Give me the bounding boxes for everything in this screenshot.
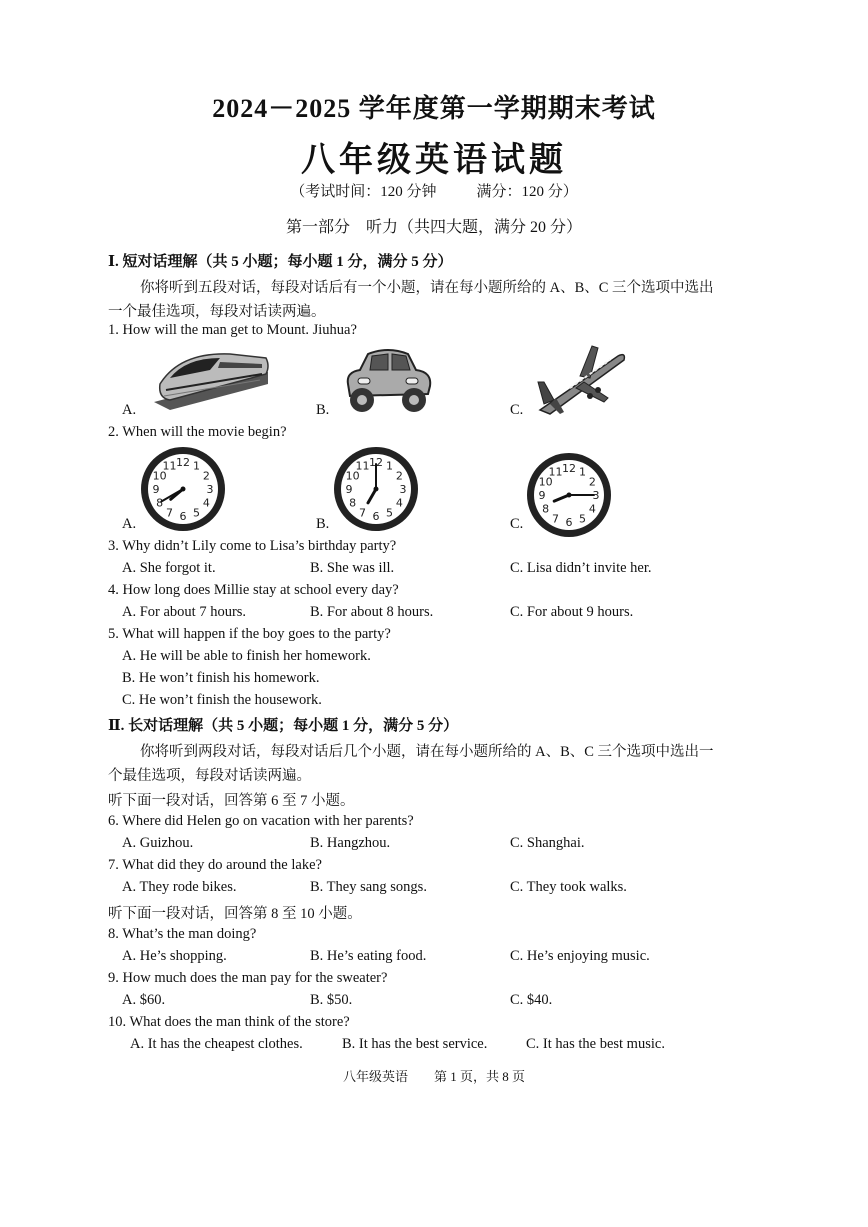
clock-numeral: 4 [395,496,403,510]
q3-option-b: B. She was ill. [310,560,395,576]
clock-image-c [524,450,614,540]
clock-center [374,487,379,492]
group2-instruction: 听下面一段对话，回答第 8 至 10 小题。 [108,906,362,922]
section2-instruction-line1: 你将听到两段对话，每段对话后几个小题，请在每小题所给的 A、B、C 三个选项中选出一 [140,744,714,760]
q10-option-b: B. It has the best service. [342,1036,488,1052]
exam-info [0,180,868,201]
q6-option-c: C. Shanghai. [510,835,585,851]
clock-numeral: 5 [386,506,393,520]
clock-numeral: 2 [588,475,596,489]
q7-option-b: B. They sang songs. [310,879,427,895]
clock-center [567,493,572,498]
q10-option-a: A. It has the cheapest clothes. [130,1036,303,1052]
clock-numeral: 7 [552,512,559,526]
clock-numeral: 11 [355,459,370,473]
q6-question: 6. Where did Helen go on vacation with her parents? [108,813,414,829]
q8-option-b: B. He’s eating food. [310,948,427,964]
q5-question: 5. What will happen if the boy goes to the party? [108,626,391,642]
q6-option-b: B. Hangzhou. [310,835,391,851]
q3-option-c: C. Lisa didn’t invite her. [510,560,652,576]
clock-numeral: 9 [152,483,160,496]
q1-question: 1. How will the man get to Mount. Jiuhua? [108,322,357,338]
q4-option-a: A. For about 7 hours. [122,604,247,620]
section1-heading: Ⅰ. 短对话理解（共 5 小题；每小题 1 分，满分 5 分） [108,254,453,270]
train-image [150,344,272,412]
clock-numeral: 3 [206,483,214,496]
q4-question: 4. How long does Millie stay at school every day? [108,582,399,598]
clock-center [181,487,186,492]
q1-option-b: B. [316,402,330,418]
clock-numeral: 8 [349,496,357,510]
footer-subject: 八年级英语 [342,1069,408,1084]
clock-numeral: 9 [538,489,546,502]
exam-time: （考试时间：120 分钟 [290,184,437,200]
airplane-image [534,342,628,418]
q4-option-c: C. For about 9 hours. [510,604,634,620]
q7-question: 7. What did they do around the lake? [108,857,322,873]
clock-numeral: 12 [176,456,190,469]
section2-instruction-line2: 个最佳选项，每段对话读两遍。 [108,768,311,784]
q9-option-c: C. $40. [510,992,553,1008]
q2-option-b: B. [316,516,330,532]
clock-numeral: 5 [193,506,200,520]
q10-option-c: C. It has the best music. [526,1036,665,1052]
clock-numeral: 11 [548,465,563,479]
section2-heading: Ⅱ. 长对话理解（共 5 小题；每小题 1 分，满分 5 分） [108,718,459,734]
section1-instruction-line1: 你将听到五段对话，每段对话后有一个小题，请在每小题所给的 A、B、C 三个选项中选出 [140,280,714,296]
q3-option-a: A. She forgot it. [122,560,216,576]
clock-numeral: 3 [592,489,600,502]
clock-numeral: 1 [579,465,586,479]
part-one-heading: 第一部分 听力（共四大题，满分 20 分） [285,219,582,236]
clock-numeral: 3 [399,483,407,496]
group1-instruction: 听下面一段对话，回答第 6 至 7 小题。 [108,793,355,809]
clock-numeral: 12 [562,462,576,475]
clock-numeral: 2 [202,469,210,483]
q10-question: 10. What does the man think of the store? [108,1014,350,1030]
clock-numeral: 10 [152,469,167,483]
clock-numeral: 8 [542,502,550,516]
q2-question: 2. When will the movie begin? [108,424,287,440]
clock-numeral: 11 [162,459,177,473]
clock-numeral: 7 [166,506,173,520]
q9-option-a: A. $60. [122,992,166,1008]
q8-question: 8. What’s the man doing? [108,926,257,942]
clock-numeral: 7 [359,506,366,520]
q8-option-c: C. He’s enjoying music. [510,948,650,964]
clock-numeral: 2 [395,469,403,483]
clock-numeral: 6 [565,516,573,529]
q6-option-a: A. Guizhou. [122,835,194,851]
clock-numeral: 4 [202,496,210,510]
q5-option-b: B. He won’t finish his homework. [122,670,320,686]
clock-numeral: 10 [345,469,360,483]
clock-numeral: 9 [345,483,353,496]
footer-page-number: 第 1 页，共 8 页 [434,1069,526,1084]
section1-instruction-line2: 一个最佳选项，每段对话读两遍。 [108,304,326,320]
clock-image-a [138,444,228,534]
clock-numeral: 1 [386,459,393,473]
q1-option-a: A. [122,402,137,418]
q4-option-b: B. For about 8 hours. [310,604,434,620]
clock-numeral: 5 [579,512,586,526]
page-footer [0,1066,868,1085]
clock-image-b [331,444,421,534]
q5-option-c: C. He won’t finish the housework. [122,692,322,708]
q7-option-c: C. They took walks. [510,879,627,895]
full-score: 满分：120 分） [476,184,578,200]
clock-numeral: 6 [179,510,187,523]
clock-numeral: 4 [588,502,596,516]
q3-question: 3. Why didn’t Lily come to Lisa’s birthday party? [108,538,397,554]
clock-numeral: 6 [372,510,380,523]
clock-numeral: 8 [156,496,164,510]
exam-title: 2024－2025 学年度第一学期期末考试 [212,94,656,123]
clock-numeral: 1 [193,459,200,473]
q1-option-c: C. [510,402,524,418]
q9-question: 9. How much does the man pay for the sweater? [108,970,388,986]
q7-option-a: A. They rode bikes. [122,879,237,895]
q8-option-a: A. He’s shopping. [122,948,227,964]
q2-option-a: A. [122,516,137,532]
exam-subject-title: 八年级英语试题 [301,142,567,179]
q2-option-c: C. [510,516,524,532]
clock-numeral: 12 [369,456,383,469]
clock-numeral: 10 [538,475,553,489]
q9-option-b: B. $50. [310,992,353,1008]
q5-option-a: A. He will be able to finish her homework. [122,648,371,664]
car-image [340,344,436,416]
